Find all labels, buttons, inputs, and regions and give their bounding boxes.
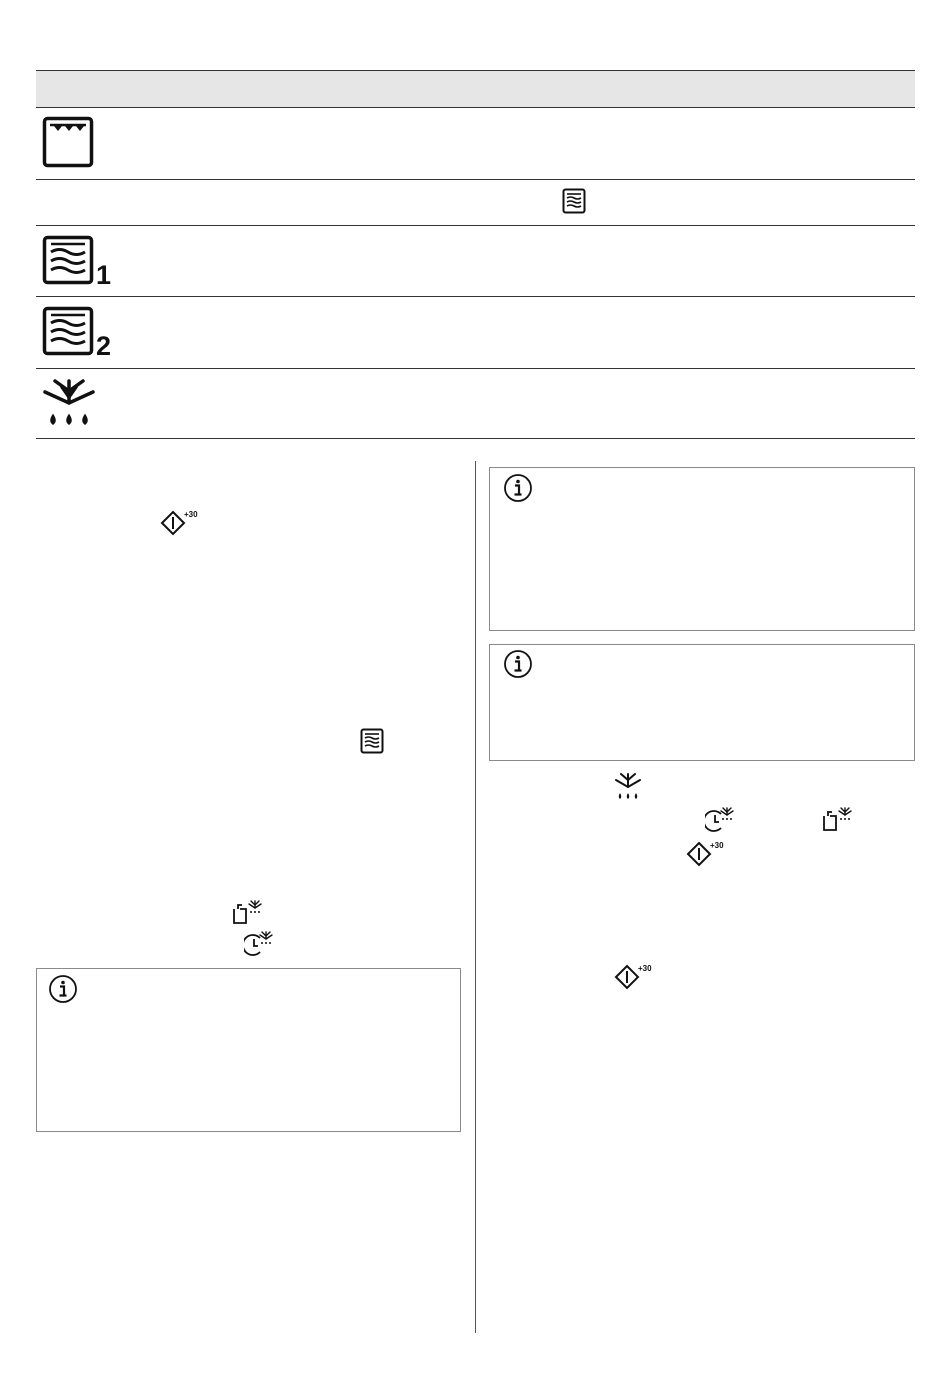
start-plus30-icon (158, 508, 198, 536)
start-plus30-icon (612, 962, 652, 990)
info-icon (48, 974, 78, 1004)
defrost-tank-icon (822, 806, 854, 832)
steam-level-label: 2 (96, 331, 112, 361)
start-plus30-icon (684, 839, 724, 867)
svg-text:+30: +30 (184, 510, 198, 519)
defrost-icon (613, 772, 643, 802)
table-row-rule (36, 225, 915, 226)
svg-text:+30: +30 (638, 964, 652, 973)
svg-text:+30: +30 (710, 841, 724, 850)
table-row-rule (36, 296, 915, 297)
defrost-timer-icon (705, 806, 737, 834)
info-box (36, 968, 461, 1132)
steam-level-label: 1 (96, 260, 112, 290)
steam-small-icon (360, 728, 384, 754)
table-bottom-rule (36, 438, 915, 439)
oven-top-heat-icon (42, 116, 94, 168)
defrost-icon (40, 377, 98, 429)
defrost-tank-icon (232, 899, 264, 925)
column-divider (475, 461, 476, 1333)
info-icon (503, 473, 533, 503)
table-header-row (36, 71, 915, 107)
steam-small-icon (562, 188, 586, 214)
table-row-rule (36, 368, 915, 369)
steam-level-icon (42, 235, 94, 285)
defrost-timer-icon (244, 930, 276, 958)
steam-level-icon (42, 306, 94, 356)
info-box (489, 467, 915, 631)
table-header-rule (36, 107, 915, 108)
info-icon (503, 649, 533, 679)
info-box (489, 644, 915, 761)
table-row-rule (36, 179, 915, 180)
